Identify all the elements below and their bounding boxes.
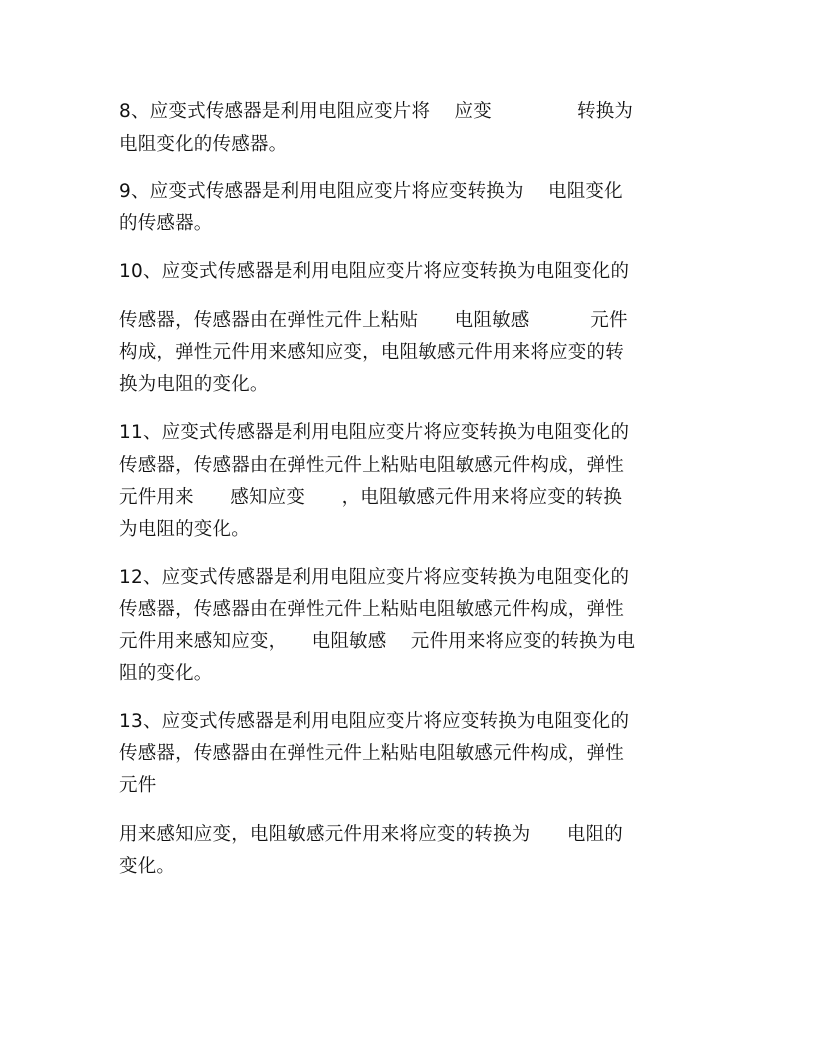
question-12-line-2: 传感器，传感器由在弹性元件上粘贴电阻敏感元件构成，弹性 (119, 599, 624, 620)
question-12-line-3: 元件用来感知应变， 电阻敏感 元件用来将应变的转换为电 (119, 631, 636, 652)
question-11-line-2: 传感器，传感器由在弹性元件上粘贴电阻敏感元件构成，弹性 (119, 455, 624, 476)
question-13-line-1: 13、应变式传感器是利用电阻应变片将应变转换为电阻变化的 (119, 711, 630, 732)
question-12-line-1: 12、应变式传感器是利用电阻应变片将应变转换为电阻变化的 (119, 567, 630, 588)
question-12-line-4: 阻的变化。 (119, 663, 213, 684)
question-10-line-4: 换为电阻的变化。 (119, 374, 269, 395)
question-11-line-4: 为电阻的变化。 (119, 519, 250, 540)
question-10-line-1: 10、应变式传感器是利用电阻应变片将应变转换为电阻变化的 (119, 261, 630, 282)
question-10-line-2: 传感器，传感器由在弹性元件上粘贴 电阻敏感 元件 (119, 310, 628, 331)
question-9-line-2: 的传感器。 (119, 213, 213, 234)
question-13-line-4: 用来感知应变，电阻敏感元件用来将应变的转换为 电阻的 (119, 824, 623, 845)
question-8-line-2: 电阻变化的传感器。 (119, 134, 288, 155)
question-8-line-1: 8、应变式传感器是利用电阻应变片将 应变 转换为 (119, 101, 634, 122)
question-9-line-1: 9、应变式传感器是利用电阻应变片将应变转换为 电阻变化 (119, 181, 623, 202)
question-10-line-3: 构成，弹性元件用来感知应变，电阻敏感元件用来将应变的转 (119, 342, 624, 363)
question-13-line-2: 传感器，传感器由在弹性元件上粘贴电阻敏感元件构成，弹性 (119, 743, 624, 764)
question-11-line-1: 11、应变式传感器是利用电阻应变片将应变转换为电阻变化的 (119, 422, 630, 443)
question-13-line-5: 变化。 (119, 856, 176, 877)
question-11-line-3: 元件用来 感知应变 ，电阻敏感元件用来将应变的转换 (119, 487, 623, 508)
question-13-line-3: 元件 (119, 775, 157, 796)
